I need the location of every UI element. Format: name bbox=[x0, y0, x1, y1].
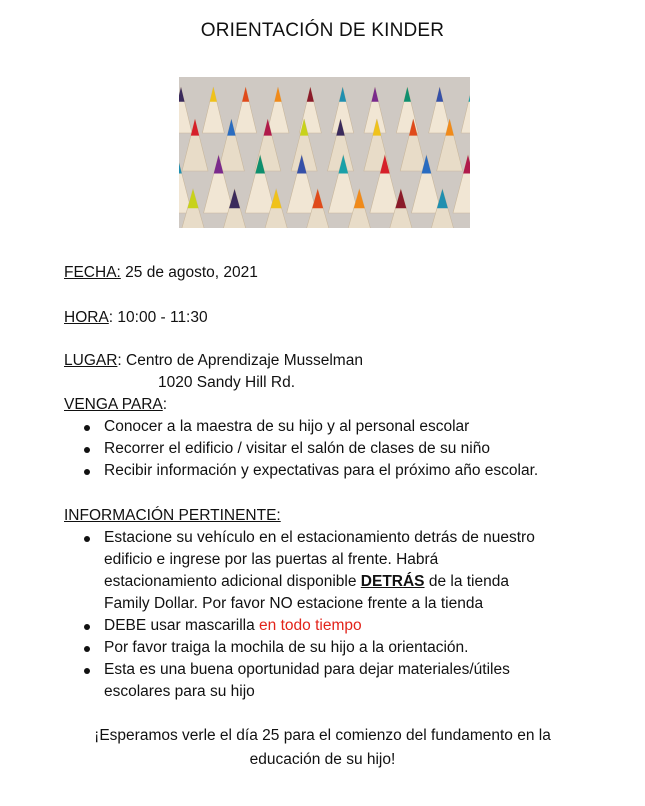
closing-line-1: ¡Esperamos verle el día 25 para el comienzo del fundamento en la bbox=[94, 727, 551, 744]
supplies-line-2: escolares para su hijo bbox=[104, 683, 255, 700]
lugar-label: LUGAR bbox=[64, 352, 118, 369]
parking-line-3 bbox=[104, 571, 592, 593]
venga-list bbox=[82, 416, 592, 482]
info-list bbox=[82, 527, 592, 703]
bullet-icon bbox=[84, 447, 90, 453]
colored-pencils-image bbox=[179, 77, 470, 228]
list-item bbox=[82, 637, 592, 659]
bullet-icon bbox=[84, 469, 90, 475]
parking-line-1: Estacione su vehículo en el estacionamiento detrás de nuestro bbox=[104, 529, 535, 546]
venga-label: VENGA PARA bbox=[64, 396, 163, 413]
lugar-line bbox=[64, 350, 363, 372]
bullet-icon bbox=[84, 425, 90, 431]
info-heading: INFORMACIÓN PERTINENTE: bbox=[64, 507, 281, 524]
mask-text: DEBE usar mascarilla bbox=[104, 617, 260, 634]
page-title: ORIENTACIÓN DE KINDER bbox=[200, 20, 445, 41]
hora-label: HORA bbox=[64, 309, 109, 326]
venga-item-2: Recorrer el edificio / visitar el salón de clases de su niño bbox=[104, 440, 490, 457]
bullet-icon bbox=[84, 624, 90, 630]
venga-colon: : bbox=[162, 396, 168, 413]
parking-line-2: edificio e ingrese por las puertas al frente. Habrá bbox=[104, 551, 439, 568]
list-item bbox=[82, 416, 592, 438]
parking-line-3-end: de la tienda bbox=[424, 573, 509, 590]
fecha-value: 25 de agosto, 2021 bbox=[120, 264, 258, 281]
backpack-text: Por favor traiga la mochila de su hijo a la orientación. bbox=[104, 639, 469, 656]
venga-item-1: Conocer a la maestra de su hijo y al personal escolar bbox=[104, 418, 470, 435]
closing-line-2: educación de su hijo! bbox=[249, 751, 396, 768]
hora-value: : 10:00 - 11:30 bbox=[108, 309, 208, 326]
bullet-icon bbox=[84, 646, 90, 652]
lugar-address-2: 1020 Sandy Hill Rd. bbox=[158, 374, 295, 391]
bullet-icon bbox=[84, 668, 90, 674]
detras-emphasis: DETRÁS bbox=[360, 573, 425, 590]
bullet-icon bbox=[84, 536, 90, 542]
list-item bbox=[82, 527, 592, 615]
hora-line bbox=[64, 307, 208, 329]
venga-item-3: Recibir información y expectativas para el próximo año escolar. bbox=[104, 462, 539, 479]
list-item bbox=[82, 659, 592, 703]
fecha-line bbox=[64, 262, 258, 284]
list-item bbox=[82, 460, 592, 482]
parking-line-3-start: estacionamiento adicional disponible bbox=[104, 573, 361, 590]
venga-heading bbox=[64, 394, 167, 416]
lugar-address-1: : Centro de Aprendizaje Musselman bbox=[117, 352, 363, 369]
mask-emphasis: en todo tiempo bbox=[259, 617, 362, 634]
list-item bbox=[82, 438, 592, 460]
list-item bbox=[82, 615, 592, 637]
parking-line-4: Family Dollar. Por favor NO estacione frente a la tienda bbox=[104, 595, 484, 612]
closing-message bbox=[60, 724, 585, 772]
fecha-label: FECHA: bbox=[64, 264, 121, 281]
supplies-line-1: Esta es una buena oportunidad para dejar materiales/útiles bbox=[104, 661, 510, 678]
